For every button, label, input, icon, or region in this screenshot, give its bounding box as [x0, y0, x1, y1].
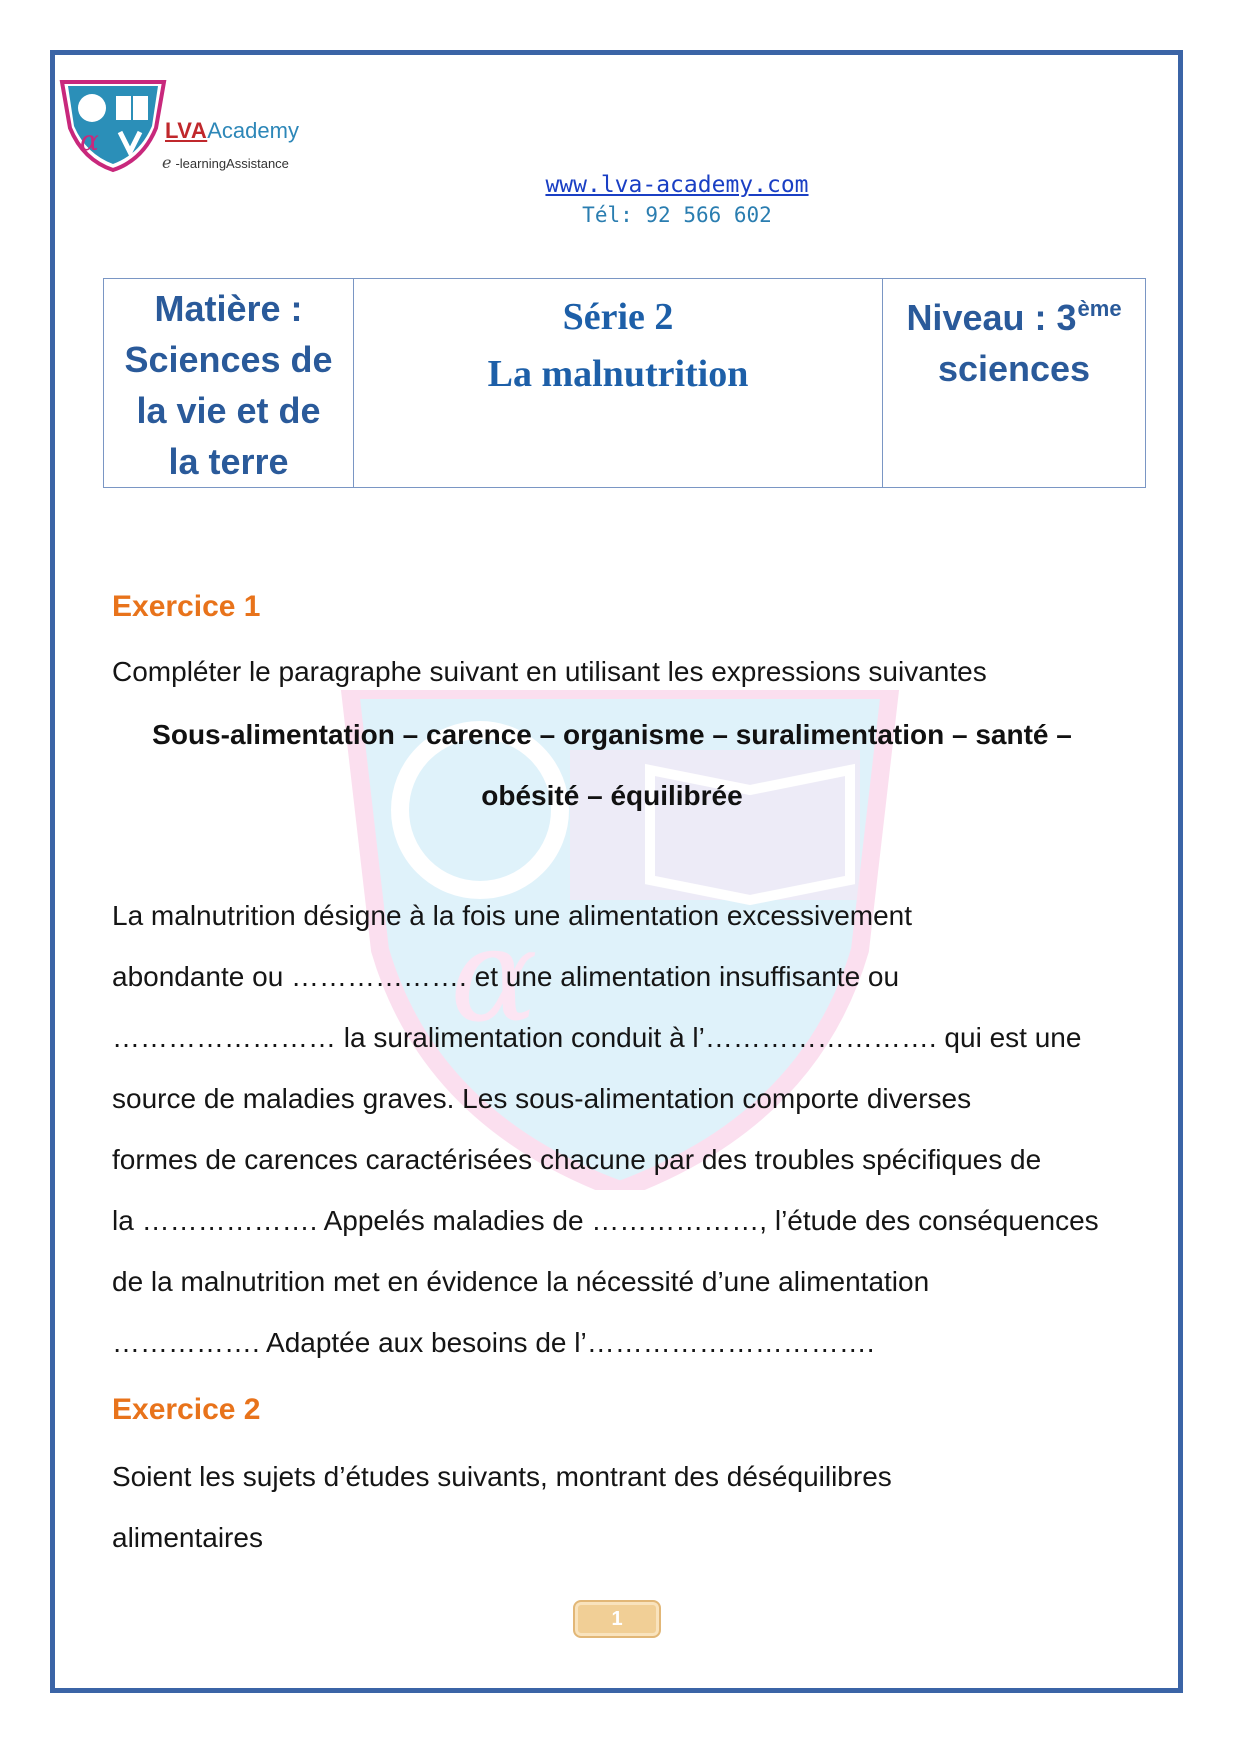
matiere-cell — [104, 279, 354, 488]
brand-tagline — [162, 153, 289, 172]
matiere-line: Sciences de — [124, 339, 333, 380]
exercice2-line: alimentaires — [112, 1522, 263, 1553]
tagline-e: e — [162, 153, 172, 172]
academy-logo-icon — [58, 78, 168, 173]
brand-lva: LVA — [165, 118, 208, 143]
paragraph-line: source de maladies graves. Les sous-alimentation comporte diverses — [112, 1083, 972, 1114]
niveau-prefix: Niveau : 3 — [906, 297, 1077, 338]
serie-cell — [354, 279, 883, 488]
info-table — [103, 278, 1146, 488]
niveau-sciences: sciences — [937, 348, 1091, 389]
paragraph-line: abondante ou ………………. et une alimentation insuffisante ou — [112, 961, 900, 992]
matiere-line: la terre — [168, 441, 289, 482]
matiere-line: la vie et de — [136, 390, 321, 431]
paragraph-line: La malnutrition désigne à la fois une alimentation excessivement — [112, 900, 913, 931]
website-link[interactable]: www.lva-academy.com — [545, 172, 809, 198]
page-number-badge: 1 — [573, 1600, 661, 1638]
matiere-line: Matière : — [154, 288, 303, 329]
phone-number: Tél: 92 566 602 — [582, 203, 772, 227]
exercice2-title: Exercice 2 — [112, 1393, 261, 1426]
paragraph-line: ……………. Adaptée aux besoins de l’…………………………. — [112, 1327, 875, 1358]
word-bank — [112, 704, 1112, 826]
serie-title: Série 2 — [562, 296, 674, 338]
exercice1-instruction: Compléter le paragraphe suivant en utilisant les expressions suivantes — [112, 656, 987, 687]
word-bank-line: obésité – équilibrée — [481, 780, 743, 811]
niveau-cell — [883, 279, 1146, 488]
paragraph-line: la ………………. Appelés maladies de ………………, l’étude des conséquences — [112, 1205, 1099, 1236]
exercice2-line: Soient les sujets d’études suivants, montrant des déséquilibres — [112, 1461, 892, 1492]
tagline-text: -learningAssistance — [175, 156, 289, 171]
paragraph-line: …………………… la suralimentation conduit à l’……………………. qui est une — [112, 1022, 1082, 1053]
niveau-sup: ème — [1077, 296, 1122, 321]
word-bank-line: Sous-alimentation – carence – organisme – suralimentation – santé – — [152, 719, 1072, 750]
exercice1-title: Exercice 1 — [112, 590, 261, 623]
svg-text:α: α — [80, 124, 99, 157]
paragraph-line: formes de carences caractérisées chacune par des troubles spécifiques de — [112, 1144, 1042, 1175]
brand-name — [165, 118, 299, 144]
serie-subject: La malnutrition — [487, 353, 749, 395]
svg-text:α: α — [450, 899, 538, 1051]
paragraph-line: de la malnutrition met en évidence la nécessité d’une alimentation — [112, 1266, 930, 1297]
brand-academy: Academy — [207, 118, 299, 143]
niveau-line — [883, 283, 1145, 343]
